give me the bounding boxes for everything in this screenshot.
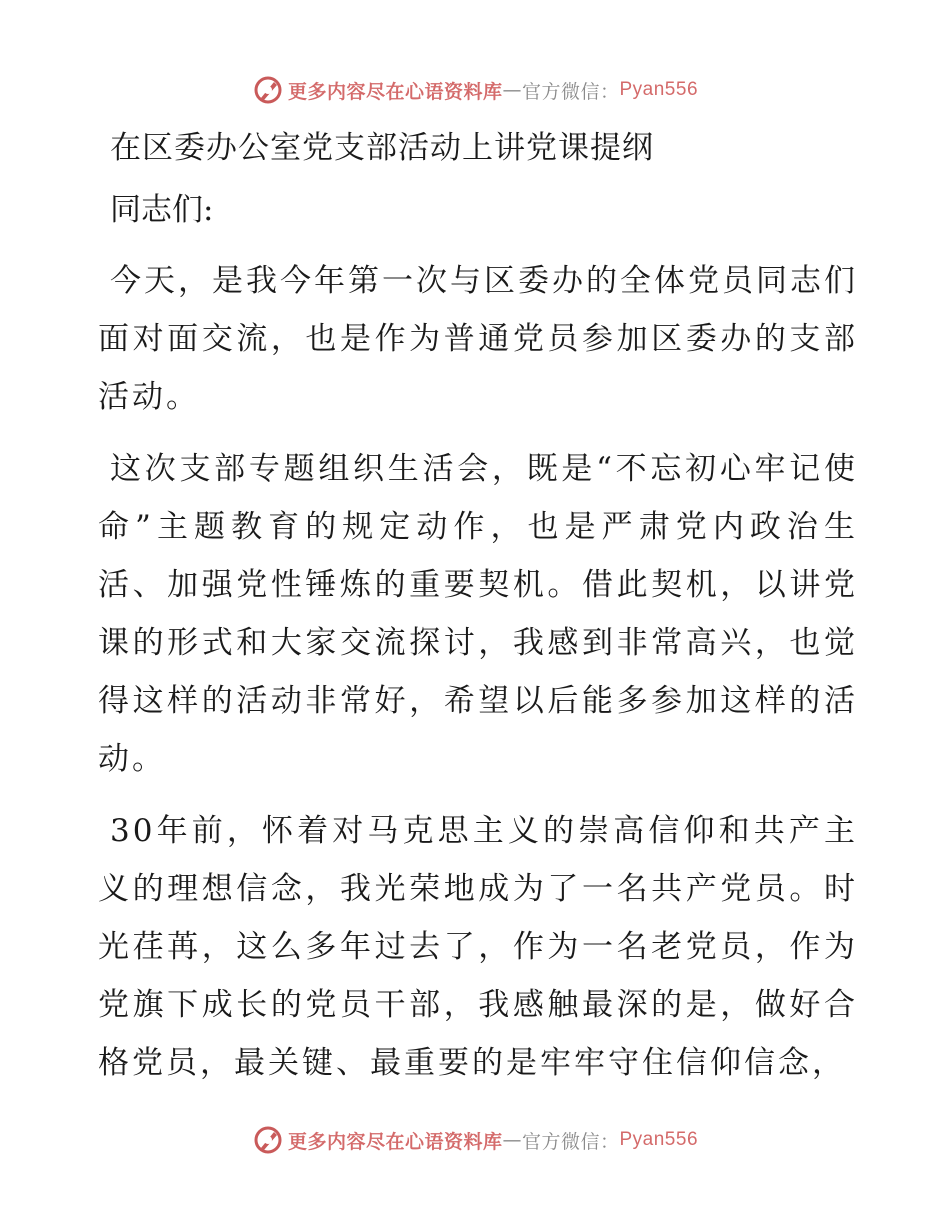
watermark-separator: — — [502, 1129, 522, 1151]
watermark-site-text: 更多内容尽在心语资料库 — [287, 1130, 503, 1153]
watermark-wechat-handle: Pyan556 — [619, 79, 699, 100]
paragraph-3: 30年前，怀着对马克思主义的崇高信仰和共产主义的理想信念，我光荣地成为了一名共产党员。时光荏苒，这么多年过去了，作为一名老党员，作为党旗下成长的党员干部，我感触最深的是，做好合格党员，最关键、最重要的是牢牢守住信仰信念， — [98, 813, 858, 1081]
brush-logo-icon — [252, 74, 284, 106]
footer-watermark — [0, 1120, 950, 1160]
watermark-wechat-label: 官方微信： — [521, 80, 620, 103]
brush-logo-icon — [252, 1124, 284, 1156]
paragraph-1: 今天，是我今年第一次与区委办的全体党员同志们面对面交流，也是作为普通党员参加区委办的支部活动。 — [98, 263, 858, 415]
salutation: 同志们: — [110, 192, 214, 228]
document-title: 在区委办公室党支部活动上讲党课提纲 — [110, 130, 654, 166]
watermark-wechat-handle: Pyan556 — [619, 1129, 699, 1150]
header-watermark — [0, 70, 950, 110]
watermark-site-text: 更多内容尽在心语资料库 — [287, 80, 503, 103]
watermark-wechat-label: 官方微信： — [521, 1130, 620, 1153]
watermark-separator: — — [502, 79, 522, 101]
paragraph-2: 这次支部专题组织生活会，既是“不忘初心牢记使命”主题教育的规定动作，也是严肃党内政治生活、加强党性锤炼的重要契机。借此契机，以讲党课的形式和大家交流探讨，我感到非常高兴，也觉得这样的活动非常好，希望以后能多参加这样的活动。 — [98, 451, 858, 777]
document-body — [98, 120, 858, 1106]
